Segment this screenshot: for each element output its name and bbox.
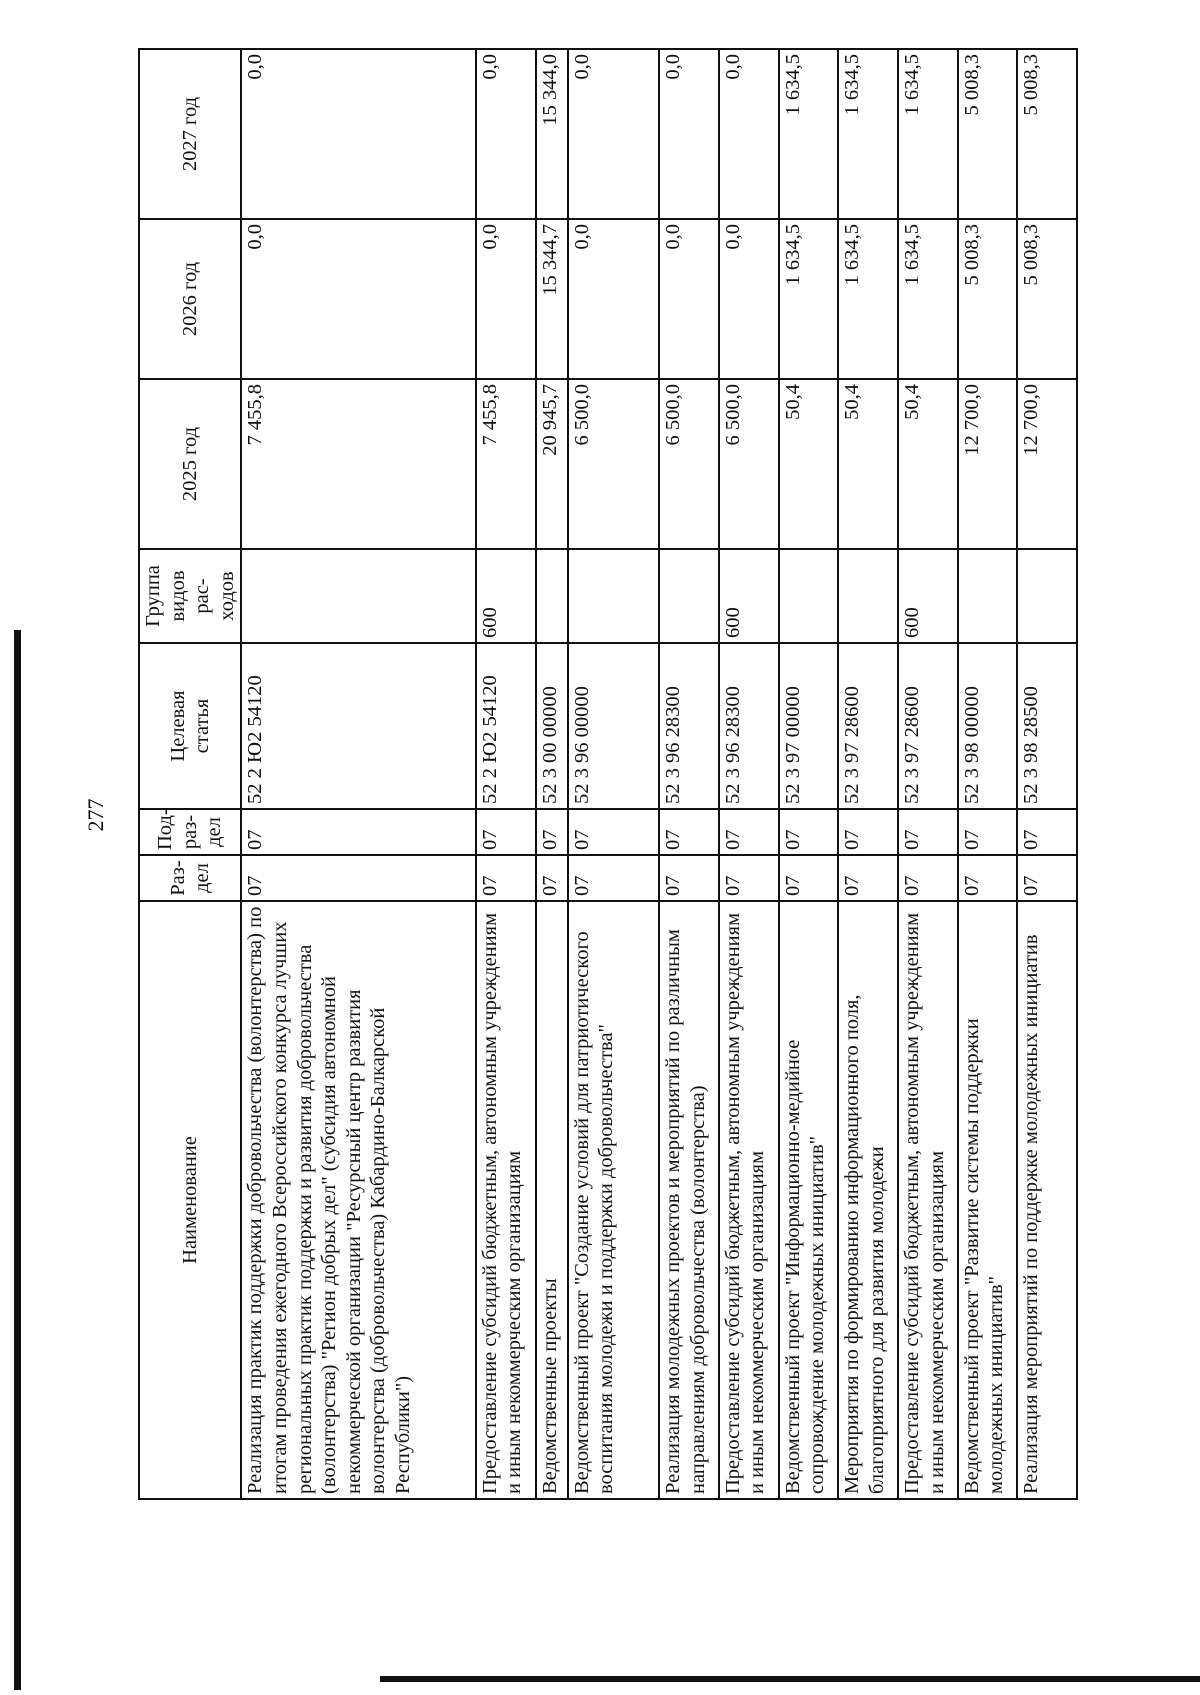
row-section: 07 [1017,855,1077,901]
row-2025: 12 700,0 [1017,379,1077,549]
row-subsection: 07 [476,809,536,855]
row-2027: 0,0 [659,49,719,219]
header-2026: 2026 год [139,219,241,379]
row-2027: 0,0 [568,49,660,219]
row-2026: 1 634,5 [838,219,898,379]
row-subsection: 07 [838,809,898,855]
row-2027: 5 008,3 [958,49,1018,219]
header-subsection: Под- раз- дел [139,809,241,855]
row-name: Предоставление субсидий бюджетным, автономным учреждениям и иным некоммерческим организациям [898,901,958,1499]
table-body [241,49,1077,1499]
row-2026: 1 634,5 [779,219,839,379]
row-section: 07 [838,855,898,901]
header-name: Наименование [139,901,241,1499]
row-section: 07 [958,855,1018,901]
row-2025: 50,4 [838,379,898,549]
row-target-article: 52 2 Ю2 54120 [241,643,475,809]
row-section: 07 [659,855,719,901]
row-2026: 0,0 [241,219,475,379]
row-section: 07 [898,855,958,901]
row-2025: 12 700,0 [958,379,1018,549]
row-2027: 1 634,5 [838,49,898,219]
row-2026: 5 008,3 [958,219,1018,379]
row-expense-group [659,549,719,643]
header-2027: 2027 год [139,49,241,219]
row-subsection: 07 [568,809,660,855]
row-2026: 0,0 [568,219,660,379]
row-2026: 15 344,7 [536,219,568,379]
row-subsection: 07 [779,809,839,855]
row-2027: 1 634,5 [779,49,839,219]
row-2027: 0,0 [719,49,779,219]
table-row [958,49,1018,1499]
row-expense-group [241,549,475,643]
row-expense-group [779,549,839,643]
row-expense-group [568,549,660,643]
row-section: 07 [241,855,475,901]
row-2025: 7 455,8 [241,379,475,549]
row-target-article: 52 3 96 28300 [659,643,719,809]
table-row [898,49,958,1499]
row-target-article: 52 3 97 28600 [838,643,898,809]
table-row [476,49,536,1499]
header-2025: 2025 год [139,379,241,549]
table-row [568,49,660,1499]
header-target-article: Целевая статья [139,643,241,809]
row-subsection: 07 [241,809,475,855]
row-2027: 5 008,3 [1017,49,1077,219]
row-section: 07 [568,855,660,901]
row-section: 07 [719,855,779,901]
row-subsection: 07 [1017,809,1077,855]
row-name: Реализация практик поддержки добровольчества (волонтерства) по итогам проведения ежегодного Всероссийского конкурса лучших региональных практик поддержки и развития добровольчества (волонтерства) "Регион добрых дел" (субсидия автономной некоммерческой организации "Ресурсный центр развития волонтерства (добровольчества) Кабардино-Балкарской Республики") [241,901,475,1499]
row-2025: 50,4 [779,379,839,549]
row-2026: 1 634,5 [898,219,958,379]
row-section: 07 [536,855,568,901]
row-target-article: 52 3 98 28500 [1017,643,1077,809]
row-expense-group: 600 [898,549,958,643]
table-header-row [139,49,241,1499]
table-row [1017,49,1077,1499]
row-2026: 0,0 [659,219,719,379]
row-2027: 0,0 [476,49,536,219]
table-row [838,49,898,1499]
scan-edge-bottom [380,1676,1200,1682]
row-subsection: 07 [958,809,1018,855]
row-2025: 20 945,7 [536,379,568,549]
scan-edge-left [14,630,21,1690]
table-row [719,49,779,1499]
table-row [779,49,839,1499]
row-2027: 1 634,5 [898,49,958,219]
budget-table [138,48,1078,1500]
row-2026: 5 008,3 [1017,219,1077,379]
row-name: Предоставление субсидий бюджетным, автономным учреждениям и иным некоммерческим организациям [719,901,779,1499]
row-section: 07 [476,855,536,901]
row-expense-group [958,549,1018,643]
row-2027: 0,0 [241,49,475,219]
row-2026: 0,0 [719,219,779,379]
row-name: Ведомственные проекты [536,901,568,1499]
row-target-article: 52 3 98 00000 [958,643,1018,809]
rotated-page [138,50,1078,1500]
row-2025: 6 500,0 [719,379,779,549]
row-2027: 15 344,0 [536,49,568,219]
row-target-article: 52 3 97 00000 [779,643,839,809]
row-subsection: 07 [659,809,719,855]
row-name: Ведомственный проект "Информационно-медийное сопровождение молодежных инициатив" [779,901,839,1499]
header-section: Раз- дел [139,855,241,901]
row-subsection: 07 [719,809,779,855]
row-2025: 6 500,0 [659,379,719,549]
row-subsection: 07 [898,809,958,855]
page-number: 277 [83,798,108,832]
row-name: Реализация мероприятий по поддержке молодежных инициатив [1017,901,1077,1499]
row-name: Ведомственный проект "Создание условий для патриотического воспитания молодежи и поддержки добровольчества" [568,901,660,1499]
row-2025: 6 500,0 [568,379,660,549]
row-target-article: 52 2 Ю2 54120 [476,643,536,809]
row-name: Предоставление субсидий бюджетным, автономным учреждениям и иным некоммерческим организациям [476,901,536,1499]
row-name: Реализация молодежных проектов и мероприятий по различным направлениям добровольчества (волонтерства) [659,901,719,1499]
row-2025: 50,4 [898,379,958,549]
table-row [241,49,475,1499]
table-row [536,49,568,1499]
row-expense-group: 600 [476,549,536,643]
row-2025: 7 455,8 [476,379,536,549]
row-name: Ведомственный проект "Развитие системы поддержки молодежных инициатив" [958,901,1018,1499]
row-expense-group: 600 [719,549,779,643]
row-expense-group [838,549,898,643]
row-target-article: 52 3 97 28600 [898,643,958,809]
row-2026: 0,0 [476,219,536,379]
row-subsection: 07 [536,809,568,855]
table-row [659,49,719,1499]
row-section: 07 [779,855,839,901]
row-target-article: 52 3 96 28300 [719,643,779,809]
row-target-article: 52 3 96 00000 [568,643,660,809]
row-expense-group [1017,549,1077,643]
row-target-article: 52 3 00 00000 [536,643,568,809]
row-expense-group [536,549,568,643]
header-expense-group: Группа видов рас- ходов [139,549,241,643]
row-name: Мероприятия по формированию информационного поля, благоприятного для развития молодежи [838,901,898,1499]
